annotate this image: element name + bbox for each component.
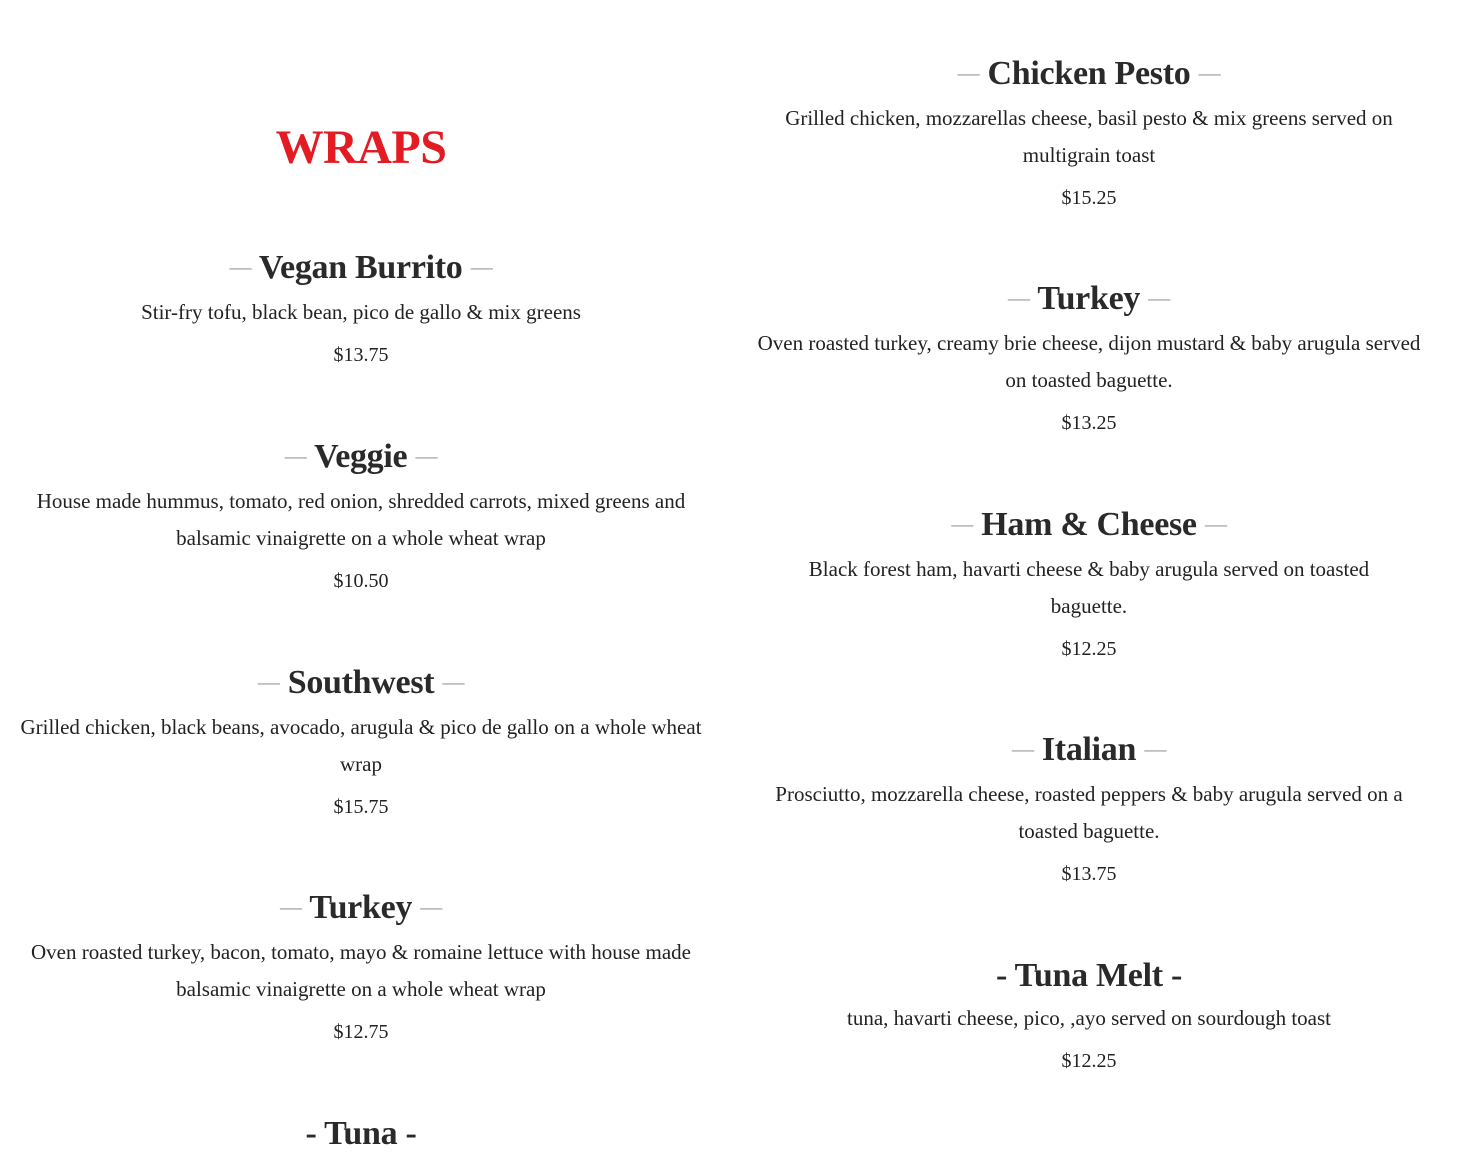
dash-decoration: — xyxy=(257,669,280,695)
item-description: Oven roasted turkey, creamy brie cheese, dijon mustard & baby arugula served on toasted baguette. xyxy=(757,331,1421,393)
dash-decoration: — xyxy=(420,894,442,920)
item-name-text: Ham & Cheese xyxy=(981,506,1197,543)
item-name: - Tuna - xyxy=(305,1115,417,1152)
item-price: $15.25 xyxy=(1061,187,1117,210)
dash-decoration: — xyxy=(229,254,252,280)
dash-decoration: — xyxy=(415,443,438,469)
item-description: Oven roasted turkey, bacon, tomato, mayo & romaine lettuce with house made balsamic vinaigrette on a whole wheat wrap xyxy=(31,940,691,1002)
section-title: WRAPS xyxy=(275,121,447,174)
dash-decoration: — xyxy=(280,894,302,920)
item-name xyxy=(10,248,712,290)
dash-decoration: — xyxy=(470,254,493,280)
item-name-text: Veggie xyxy=(314,438,408,475)
item-name-text: Vegan Burrito xyxy=(258,249,463,286)
menu-item-tuna-melt xyxy=(744,956,1434,1075)
item-description: Stir-fry tofu, black bean, pico de gallo & mix greens xyxy=(141,300,581,325)
menu-item-italian xyxy=(744,730,1434,888)
menu-item-southwest xyxy=(10,663,712,821)
item-name xyxy=(744,730,1434,772)
item-name-text: Turkey xyxy=(1037,280,1141,317)
item-price: $15.75 xyxy=(333,796,389,819)
menu-item-chicken-pesto xyxy=(744,54,1434,212)
item-description: tuna, havarti cheese, pico, ,ayo served on sourdough toast xyxy=(846,1006,1332,1030)
dash-decoration: — xyxy=(1011,736,1034,762)
item-name xyxy=(744,505,1434,547)
item-name xyxy=(10,663,712,705)
item-price: $13.75 xyxy=(333,344,389,367)
item-price: $12.25 xyxy=(1061,638,1117,661)
item-name xyxy=(744,54,1434,96)
item-description: Black forest ham, havarti cheese & baby arugula served on toasted baguette. xyxy=(808,557,1370,619)
item-price: $13.75 xyxy=(1061,863,1117,886)
dash-decoration: — xyxy=(957,60,980,86)
item-price: $13.25 xyxy=(1061,412,1117,435)
dash-decoration: — xyxy=(1008,285,1030,311)
menu-item-ham-cheese xyxy=(744,505,1434,663)
menu-item-veggie xyxy=(10,437,712,595)
menu-item-turkey-sandwich xyxy=(744,279,1434,437)
item-name: - Tuna Melt - xyxy=(996,957,1182,994)
item-name-text: Southwest xyxy=(287,664,435,701)
menu-item-vegan-burrito xyxy=(10,248,712,369)
dash-decoration: — xyxy=(1198,60,1221,86)
item-description: Prosciutto, mozzarella cheese, roasted peppers & baby arugula served on a toasted baguette. xyxy=(775,782,1403,844)
item-price: $12.75 xyxy=(333,1021,389,1044)
dash-decoration: — xyxy=(1204,511,1227,537)
item-name xyxy=(10,437,712,479)
item-description: Grilled chicken, mozzarellas cheese, basil pesto & mix greens served on multigrain toast xyxy=(785,106,1393,168)
dash-decoration: — xyxy=(1144,736,1167,762)
item-name xyxy=(10,888,712,930)
dash-decoration: — xyxy=(1148,285,1170,311)
item-name-text: Chicken Pesto xyxy=(987,55,1191,92)
dash-decoration: — xyxy=(951,511,974,537)
menu-item-turkey-wrap xyxy=(10,888,712,1046)
item-name-text: Turkey xyxy=(309,889,413,926)
dash-decoration: — xyxy=(284,443,307,469)
menu-item-tuna xyxy=(10,1114,712,1154)
item-description: House made hummus, tomato, red onion, shredded carrots, mixed greens and balsamic vinaigrette on a whole wheat wrap xyxy=(36,489,686,551)
item-description: Grilled chicken, black beans, avocado, arugula & pico de gallo on a whole wheat wrap xyxy=(20,715,702,777)
item-price: $10.50 xyxy=(333,570,389,593)
dash-decoration: — xyxy=(442,669,465,695)
item-name xyxy=(744,279,1434,321)
item-name-text: Italian xyxy=(1041,731,1137,768)
item-price: $12.25 xyxy=(1061,1050,1117,1072)
